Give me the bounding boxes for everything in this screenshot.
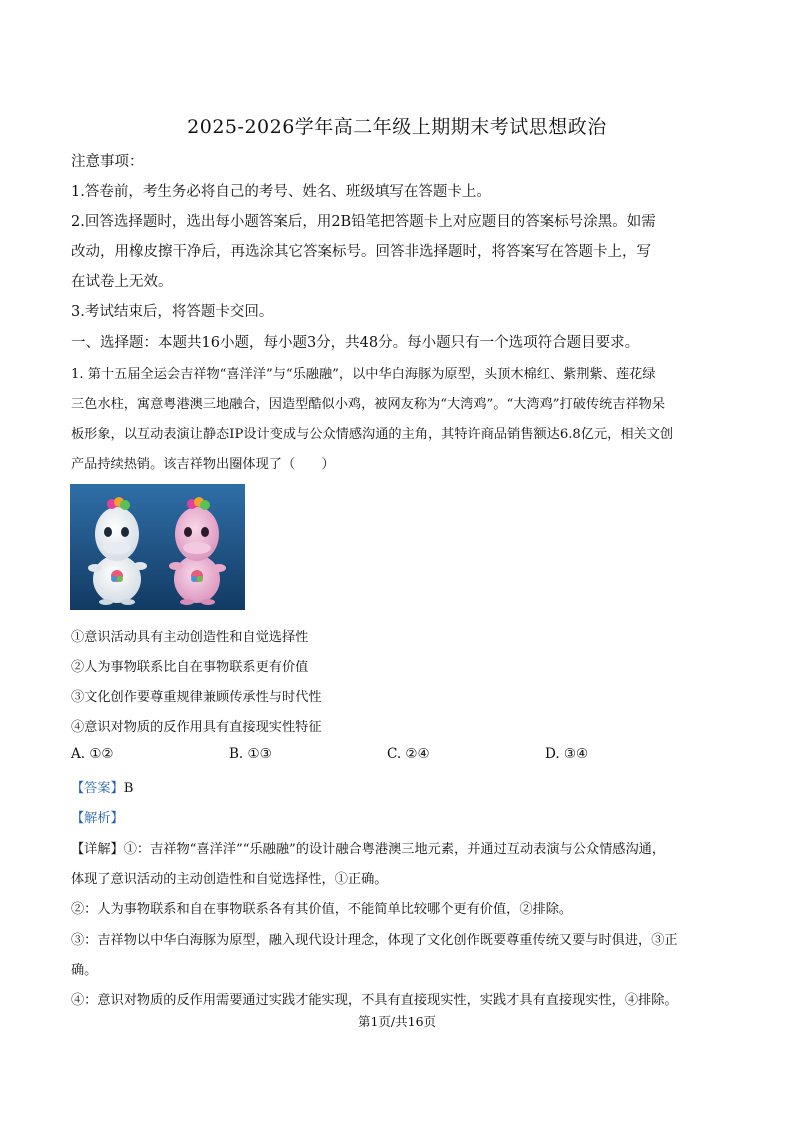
statement: ③文化创作要尊重规律兼顾传承性与时代性 [71,690,322,705]
option-d: D. ③④ [545,746,589,762]
page-number: 第1页/共16页 [357,1014,437,1029]
detail-line: 确。 [71,963,98,978]
detail-line: 体现了意识活动的主动创造性和自觉选择性，①正确。 [71,872,388,887]
analysis-label: 【解析】 [71,811,124,826]
option-c: C. ②④ [387,746,430,762]
notice-heading: 注意事项： [71,154,144,170]
option-a: A. ①② [71,746,114,762]
exam-title: 2025-2026学年高二年级上期期末考试思想政治 [187,116,607,138]
answer-options [71,746,723,766]
notice-item: 改动，用橡皮擦干净后，再选涂其它答案标号。回答非选择题时，将答案写在答题卡上，写 [71,244,651,260]
statement: ②人为事物联系比自在事物联系更有价值 [71,660,309,675]
notice-item: 3.考试结束后，将答题卡交回。 [71,304,274,320]
section-heading: 一、选择题：本题共16小题，每小题3分，共48分。每小题只有一个选项符合题目要求。 [71,335,640,351]
statement: ④意识对物质的反作用具有直接现实性特征 [71,720,322,735]
detail-line: ④：意识对物质的反作用需要通过实践才能实现，不具有直接现实性，实践才具有直接现实性，④排除。 [71,993,678,1008]
question-stem-line: 产品持续热销。该吉祥物出圈体现了（ ） [71,457,335,472]
question-stem-line: 三色水柱，寓意粤港澳三地融合，因造型酷似小鸡，被网友称为“大湾鸡”。“大湾鸡”打破传统吉祥物呆 [71,397,666,412]
question-stem-line: 板形象，以互动表演让静态IP设计变成与公众情感沟通的主角，其特许商品销售额达6.8亿元，相关文创 [71,427,674,442]
notice-item: 在试卷上无效。 [71,274,173,290]
option-b: B. ①③ [229,746,272,762]
answer-label: 【答案】 [71,781,124,796]
question-stem-line: 1. 第十五届全运会吉祥物“喜洋洋”与“乐融融”，以中华白海豚为原型，头顶木棉红、紫荆紫、莲花绿 [71,367,656,382]
notice-item: 1.答卷前，考生务必将自己的考号、姓名、班级填写在答题卡上。 [71,184,491,200]
statement: ①意识活动具有主动创造性和自觉选择性 [71,630,309,645]
detail-line: ②：人为事物联系和自在事物联系各有其价值，不能简单比较哪个更有价值，②排除。 [71,902,573,917]
mascot-image [70,484,245,610]
answer-line [71,777,723,796]
notice-item: 2.回答选择题时，选出每小题答案后，用2B铅笔把答题卡上对应题目的答案标号涂黑。如需 [71,214,656,230]
detail-line: 【详解】①：吉祥物“喜洋洋”“乐融融”的设计融合粤港澳三地元素，并通过互动表演与公众情感沟通， [71,842,666,857]
answer-value: B [123,781,134,796]
detail-line: ③：吉祥物以中华白海豚为原型，融入现代设计理念，体现了文化创作既要尊重传统又要与时俱进，③正 [71,933,678,948]
